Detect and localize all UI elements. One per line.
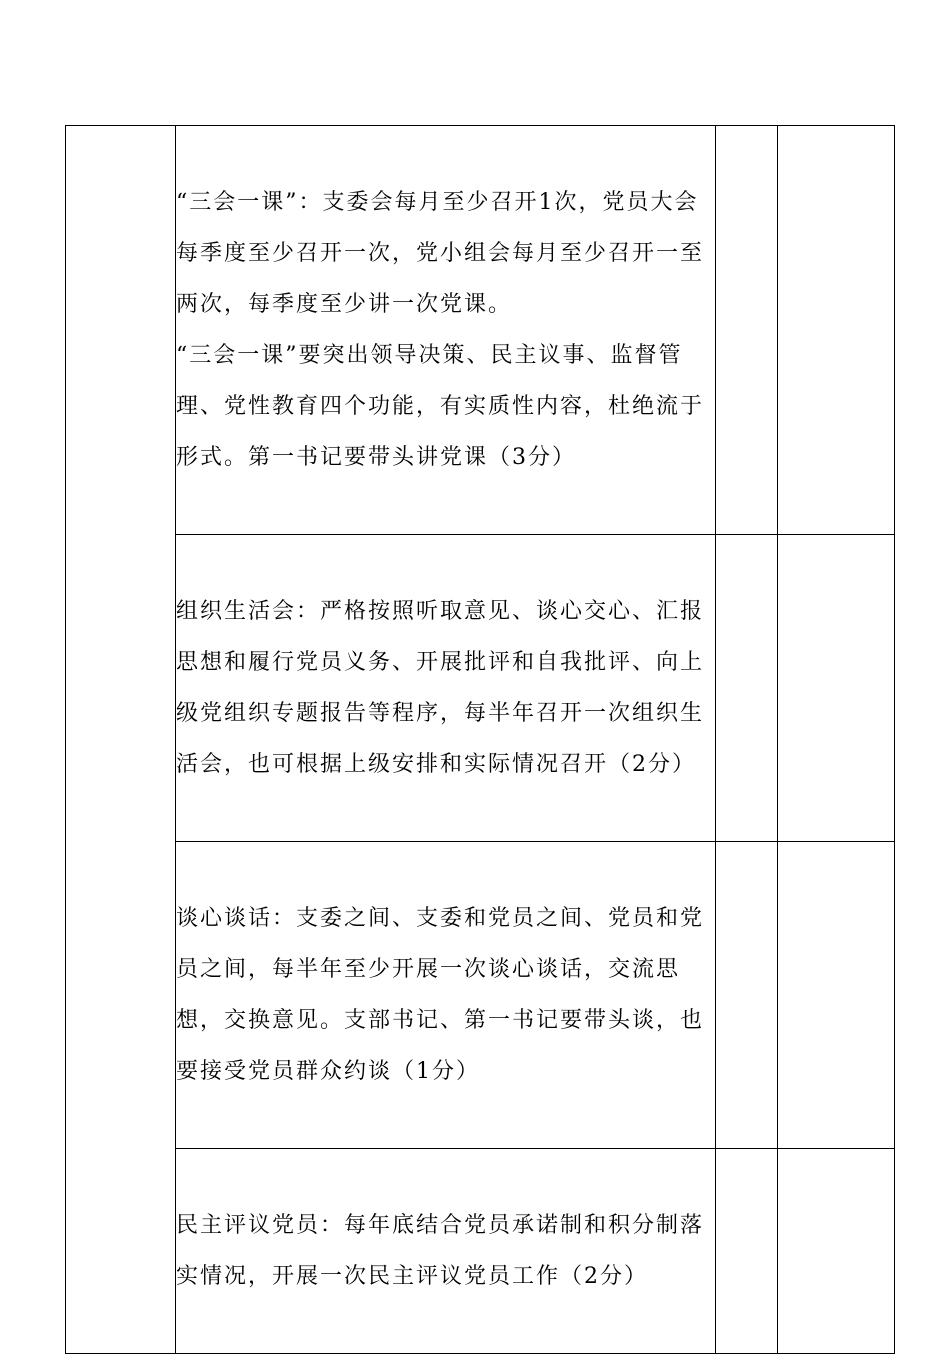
remark-cell: [778, 842, 895, 1149]
category-cell: [66, 126, 176, 1354]
score-cell: [716, 842, 778, 1149]
remark-cell: [778, 126, 895, 535]
remark-cell: [778, 1149, 895, 1354]
requirement-cell-three-meetings: [176, 126, 716, 535]
requirement-text: 组织生活会：严格按照听取意见、谈心交心、汇报思想和履行党员义务、开展批评和自我批评、向上级党组织专题报告等程序，每半年召开一次组织生活会，也可根据上级安排和实际情况召开（2分）: [176, 599, 705, 777]
table-row: [66, 535, 895, 842]
table-row: [66, 126, 895, 535]
requirement-cell-life-meeting: [176, 535, 716, 842]
requirement-text: 谈心谈话：支委之间、支委和党员之间、党员和党员之间，每半年至少开展一次谈心谈话，交流思想，交换意见。支部书记、第一书记要带头谈，也要接受党员群众约谈（1分）: [176, 906, 705, 1084]
requirement-cell-heart-talk: [176, 842, 716, 1149]
score-cell: [716, 1149, 778, 1354]
requirement-text: 民主评议党员：每年底结合党员承诺制和积分制落实情况，开展一次民主评议党员工作（2分）: [176, 1213, 705, 1289]
table-row: [66, 842, 895, 1149]
requirement-text: “三会一课”：支委会每月至少召开1次，党员大会每季度至少召开一次，党小组会每月至少召开一至两次，每季度至少讲一次党课。 “三会一课”要突出领导决策、民主议事、监督管理、党性教育四个功能，有实质性内容，杜绝流于形式。第一书记要带头讲党课（3分）: [176, 190, 705, 470]
score-cell: [716, 535, 778, 842]
table-row: [66, 1149, 895, 1354]
requirement-cell-member-review: [176, 1149, 716, 1354]
remark-cell: [778, 535, 895, 842]
score-cell: [716, 126, 778, 535]
assessment-table: [65, 125, 895, 1354]
